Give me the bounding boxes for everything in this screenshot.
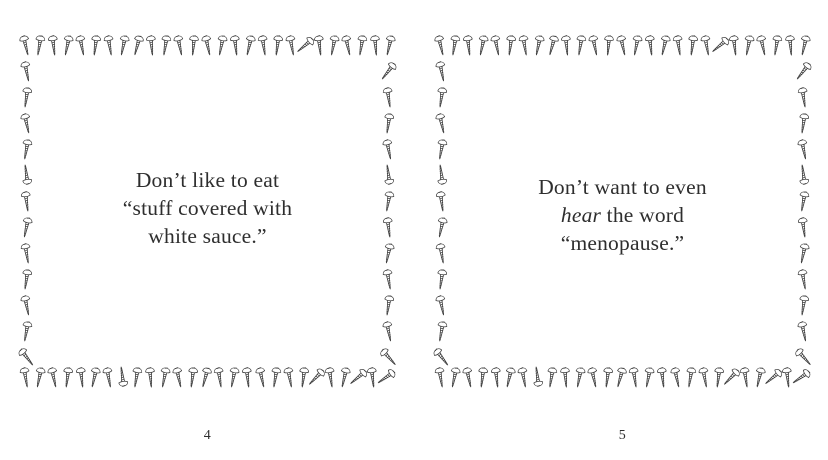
screw-icon [18,161,34,189]
screw-icon [795,161,811,189]
screw-icon [432,109,451,137]
screw-icon [432,57,450,85]
screw-border-right [381,58,396,362]
screw-icon [795,83,812,111]
screw-icon [17,109,36,137]
screw-icon [794,135,812,163]
quote-line: Don’t like to eat [135,168,280,192]
screw-icon [375,57,401,85]
screw-border-top [434,32,811,59]
screw-border-bottom [434,360,808,390]
screw-icon [795,291,811,319]
screw-icon [795,31,814,59]
page-5 [433,32,812,452]
quote-line: “stuff covered with [122,196,293,220]
quote-text [457,173,788,257]
screw-icon [795,187,812,215]
screw-icon [18,187,34,215]
screw-icon [380,31,399,59]
screw-icon [380,265,397,293]
screw-icon [18,265,34,293]
screw-border-left [19,58,34,362]
screw-border-bottom [19,360,393,390]
screw-icon [379,317,397,345]
screw-icon [379,135,397,163]
screw-icon [380,83,397,111]
screw-icon [18,135,35,163]
screw-icon [380,187,397,215]
screw-icon [380,213,396,241]
screw-icon [790,57,816,85]
screw-icon [795,265,812,293]
screw-icon [432,213,450,241]
screw-icon [18,83,34,111]
screw-icon [433,135,450,163]
screw-icon [432,291,450,319]
screw-icon [379,239,397,267]
screw-border-frame [18,32,397,390]
page-4 [18,32,397,452]
screw-border-right [796,58,811,362]
screw-icon [433,239,450,267]
screw-icon [795,109,811,137]
screw-icon [17,291,35,319]
screw-icon [17,57,35,85]
screw-icon [17,213,35,241]
screw-icon [18,317,35,345]
quote-text [42,166,373,250]
screw-icon [433,317,450,345]
screw-icon [794,317,812,345]
screw-border-top [19,32,396,59]
screw-icon [433,187,449,215]
screw-icon [18,239,35,267]
quote-line: white sauce.” [148,224,267,248]
screw-icon [380,291,396,319]
screw-icon [795,213,811,241]
screw-icon [433,83,449,111]
screw-icon [433,161,449,189]
screw-icon [474,363,490,390]
screw-border-left [434,58,449,362]
page-number: 4 [203,428,212,443]
screw-icon [380,109,396,137]
screw-icon [59,363,75,390]
quote-line: hear the word [560,203,685,227]
page-number: 5 [618,428,627,443]
screw-icon [380,161,396,189]
quote-line: Don’t want to even [538,175,707,199]
quote-line: “menopause.” [560,231,685,255]
screw-border-frame [433,32,812,390]
screw-icon [433,265,449,293]
screw-icon [794,239,812,267]
